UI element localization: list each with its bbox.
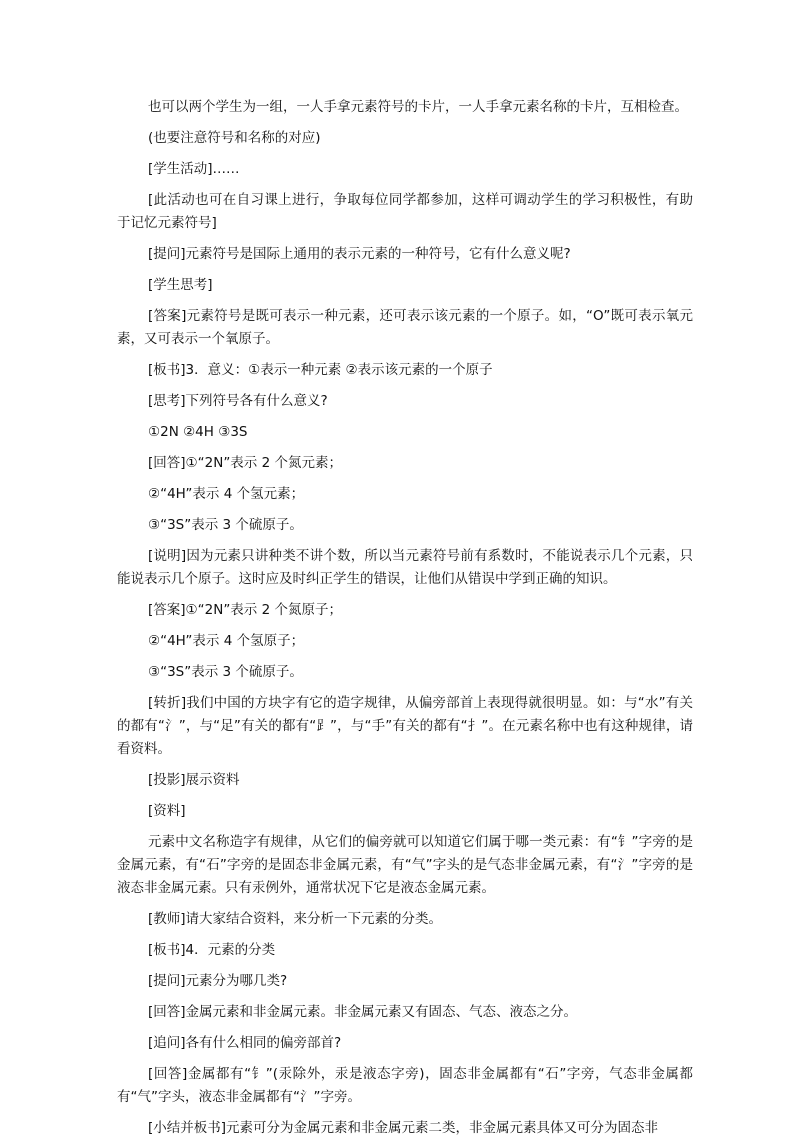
paragraph: [提问]元素分为哪几类? — [148, 973, 288, 989]
paragraph: [小结并板书]元素可分为金属元素和非金属元素二类，非金属元素具体又可分为固态非 — [148, 1120, 659, 1136]
paragraph: [学生思考] — [148, 277, 213, 293]
paragraph: 元素中文名称造字有规律，从它们的偏旁就可以知道它们属于哪一类元素：有“钅”字旁的是金属元素，有“石”字旁的是固态非金属元素，有“气”字头的是气态非金属元素，有“氵”字旁的是液态非金属元素。只有汞例外，通常状况下它是液态金属元素。 — [117, 834, 693, 896]
paragraph: [板书]3．意义：①表示一种元素 ②表示该元素的一个原子 — [148, 362, 493, 378]
paragraph: [教师]请大家结合资料，来分析一下元素的分类。 — [148, 911, 443, 927]
paragraph: [答案]①“2N”表示 2 个氮原子； — [148, 602, 342, 618]
paragraph: [回答]①“2N”表示 2 个氮元素； — [148, 455, 342, 471]
paragraph: 也可以两个学生为一组，一人手拿元素符号的卡片，一人手拿元素名称的卡片，互相检查。 — [148, 99, 688, 115]
paragraph: [学生活动]…… — [148, 161, 240, 177]
paragraph: ③“3S”表示 3 个硫原子。 — [148, 517, 303, 533]
paragraph: [板书]4．元素的分类 — [148, 942, 276, 958]
paragraph: ②“4H”表示 4 个氢原子； — [148, 633, 305, 649]
paragraph: [转折]我们中国的方块字有它的造字规律，从偏旁部首上表现得就很明显。如：与“水”有关的都有“氵”，与“足”有关的都有“⻊”，与“手”有关的都有“扌”。在元素名称中也有这种规律，请看资料。 — [117, 695, 693, 757]
paragraph: [此活动也可在自习课上进行，争取每位同学都参加，这样可调动学生的学习积极性，有助于记忆元素符号] — [117, 192, 693, 231]
paragraph: ①2N ②4H ③3S — [148, 424, 248, 440]
paragraph: (也要注意符号和名称的对应) — [148, 130, 321, 146]
paragraph: [回答]金属都有“钅”(汞除外，汞是液态字旁)，固态非金属都有“石”字旁，气态非金属都有“气”字头，液态非金属都有“氵”字旁。 — [117, 1066, 693, 1105]
paragraph: [回答]金属元素和非金属元素。非金属元素又有固态、气态、液态之分。 — [148, 1004, 578, 1020]
paragraph: [思考]下列符号各有什么意义? — [148, 393, 328, 409]
paragraph: [答案]元素符号是既可表示一种元素，还可表示该元素的一个原子。如，“O”既可表示氧元素，又可表示一个氧原子。 — [117, 308, 693, 347]
paragraph: ②“4H”表示 4 个氢元素； — [148, 486, 305, 502]
paragraph: [说明]因为元素只讲种类不讲个数，所以当元素符号前有系数时，不能说表示几个元素，只能说表示几个原子。这时应及时纠正学生的错误，让他们从错误中学到正确的知识。 — [117, 548, 693, 587]
paragraph: ③“3S”表示 3 个硫原子。 — [148, 664, 303, 680]
paragraph: [追问]各有什么相同的偏旁部首? — [148, 1035, 342, 1051]
paragraph: [投影]展示资料 — [148, 772, 240, 788]
paragraph: [提问]元素符号是国际上通用的表示元素的一种符号，它有什么意义呢? — [148, 246, 571, 262]
paragraph: [资料] — [148, 803, 186, 819]
document-body — [117, 96, 693, 1148]
